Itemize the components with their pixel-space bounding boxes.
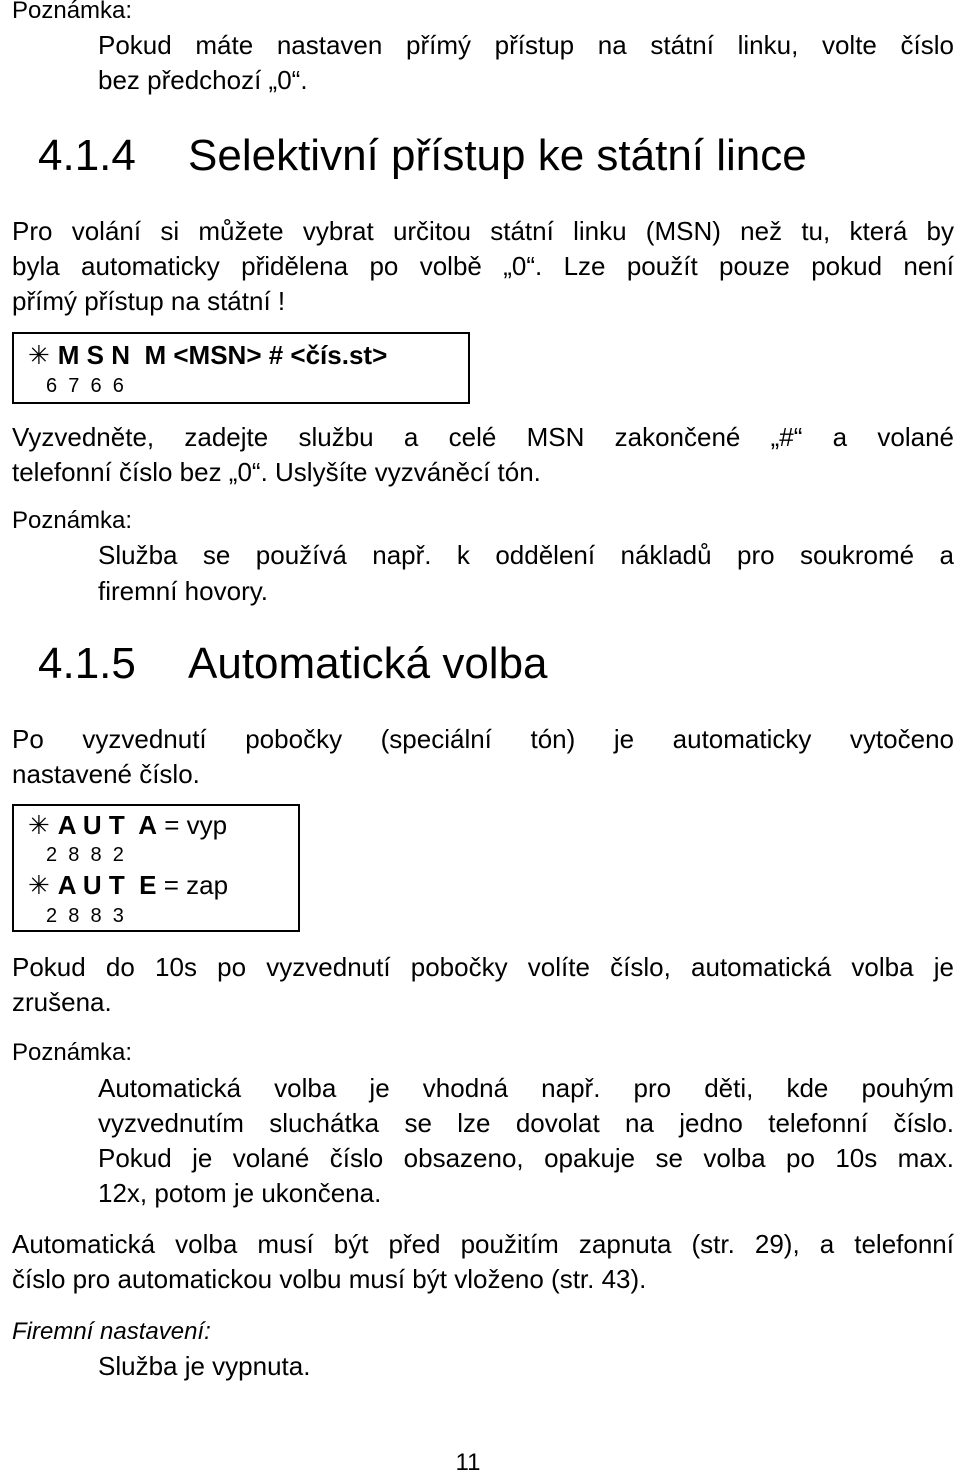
section-number: 4.1.5: [38, 639, 136, 688]
paragraph-line: Pro volání si můžete vybrat určitou státní linku (MSN) než tu, která by: [12, 216, 954, 246]
asterisk-icon: ✳: [28, 870, 50, 900]
code-digits: 2 8 8 3: [46, 905, 124, 927]
paragraph-line: Po vyzvednutí pobočky (speciální tón) je automaticky vytočeno: [12, 724, 954, 754]
code-keys: A U T E: [57, 870, 157, 900]
paragraph-line: Pokud do 10s po vyzvednutí pobočky volíte číslo, automatická volba je: [12, 952, 954, 982]
section-number: 4.1.4: [38, 131, 136, 180]
paragraph-line: zrušena.: [12, 987, 112, 1017]
paragraph-line: přímý přístup na státní !: [12, 286, 286, 316]
note-line: Automatická volba je vhodná např. pro děti, kde pouhým: [98, 1073, 954, 1103]
paragraph-line: byla automaticky přidělena po volbě „0“. Lze použít pouze pokud není: [12, 251, 954, 281]
note-line: bez předchozí „0“.: [98, 65, 308, 95]
default-setting-value: Služba je vypnuta.: [98, 1351, 311, 1381]
paragraph-line: Automatická volba musí být před použitím zapnuta (str. 29), a telefonní: [12, 1229, 954, 1259]
code-box-aut: [12, 804, 300, 932]
asterisk-icon: ✳: [28, 340, 50, 370]
code-sequence-on: [28, 870, 228, 900]
paragraph-line: telefonní číslo bez „0“. Uslyšíte vyzváněcí tón.: [12, 457, 541, 487]
paragraph-line: Vyzvedněte, zadejte službu a celé MSN zakončené „#“ a volané: [12, 422, 954, 452]
code-box-msn: [12, 332, 470, 404]
code-digits: 2 8 8 2: [46, 844, 124, 866]
code-sequence: [28, 340, 387, 370]
section-heading-414: [38, 130, 807, 182]
code-sequence-off: [28, 810, 227, 840]
code-rest: <MSN> # <čís.st>: [166, 340, 388, 370]
note-line: Pokud máte nastaven přímý přístup na státní linku, volte číslo: [98, 30, 954, 60]
note-label: Poznámka:: [12, 0, 133, 24]
code-digits: 6 7 6 6: [46, 375, 124, 397]
page-number: 11: [455, 1449, 481, 1476]
note-label: Poznámka:: [12, 1039, 133, 1066]
default-setting-label: Firemní nastavení:: [12, 1318, 211, 1345]
note-label: Poznámka:: [12, 507, 133, 534]
note-line: 12x, potom je ukončena.: [98, 1178, 382, 1208]
section-heading-415: [38, 638, 548, 690]
asterisk-icon: ✳: [28, 810, 50, 840]
code-keys: M S N M: [57, 340, 167, 370]
code-rest: = zap: [156, 870, 229, 900]
note-line: vyzvednutím sluchátka se lze dovolat na jedno telefonní číslo.: [98, 1108, 954, 1138]
note-line: Pokud je volané číslo obsazeno, opakuje se volba po 10s max.: [98, 1143, 954, 1173]
paragraph-line: nastavené číslo.: [12, 759, 200, 789]
note-line: Služba se používá např. k oddělení nákladů pro soukromé a: [98, 540, 954, 570]
note-line: firemní hovory.: [98, 576, 269, 606]
section-title: Selektivní přístup ke státní lince: [188, 131, 807, 180]
code-rest: = vyp: [156, 810, 228, 840]
code-keys: A U T A: [57, 810, 157, 840]
paragraph-line: číslo pro automatickou volbu musí být vloženo (str. 43).: [12, 1264, 647, 1294]
section-title: Automatická volba: [188, 639, 548, 688]
